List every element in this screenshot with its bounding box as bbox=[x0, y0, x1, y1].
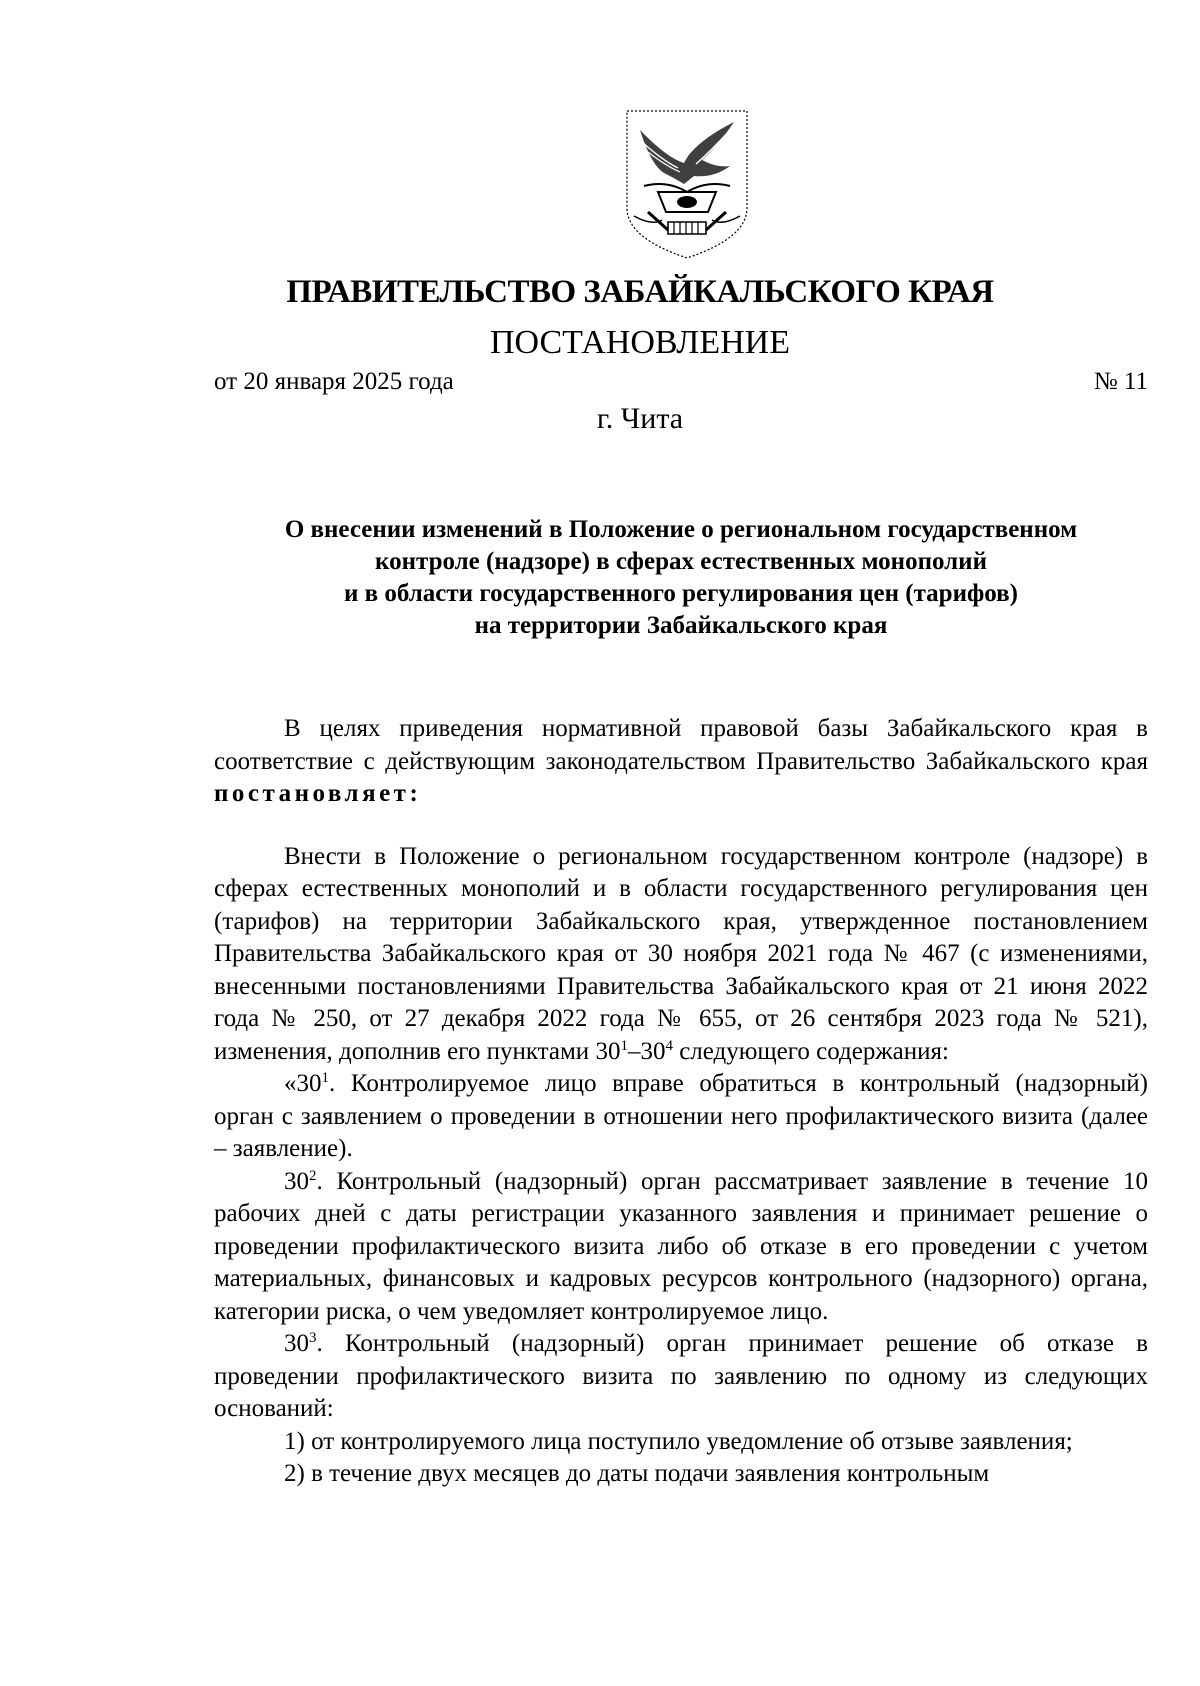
clause-text: . Контрольный (надзорный) орган принимает решение об отказе в проведении профилактического визита по заявлению по одному из следующих оснований: bbox=[214, 1330, 1148, 1422]
main-range-end-sup: 4 bbox=[665, 1037, 673, 1054]
subject-line: О внесении изменений в Положение о региональном государственном bbox=[284, 516, 1078, 543]
list-item-1: 1) от контролируемого лица поступило уведомление об отзыве заявления; bbox=[284, 1427, 1073, 1455]
list-item-2: 2) в течение двух месяцев до даты подачи заявления контрольным bbox=[284, 1460, 990, 1487]
government-name: ПРАВИТЕЛЬСТВО ЗАБАЙКАЛЬСКОГО КРАЯ bbox=[286, 274, 994, 310]
preamble-text: В целях приведения нормативной правовой базы Забайкальского края в соответствие с действующим законодательством Правительство Забайкальского края bbox=[214, 715, 1148, 775]
document-city: г. Чита bbox=[596, 402, 684, 435]
coat-of-arms-emblem bbox=[622, 108, 752, 260]
document-subject bbox=[214, 514, 1148, 642]
clause-number: «30 bbox=[284, 1070, 322, 1097]
clause-30-3 bbox=[214, 1328, 1148, 1426]
main-paragraph bbox=[214, 841, 1148, 1069]
main-range-start-sup: 1 bbox=[620, 1037, 628, 1054]
clause-sup: 2 bbox=[309, 1167, 317, 1184]
document-body bbox=[214, 713, 1148, 1491]
main-text-end: следующего содержания: bbox=[672, 1037, 949, 1065]
clause-sup: 1 bbox=[321, 1070, 329, 1086]
main-range-start: 30 bbox=[595, 1037, 621, 1065]
clause-30-1 bbox=[214, 1068, 1148, 1166]
subject-line: на территории Забайкальского края bbox=[474, 612, 888, 639]
clause-number: 30 bbox=[284, 1330, 309, 1357]
clause-sup: 3 bbox=[309, 1330, 317, 1346]
subject-line: контроле (надзоре) в сферах естественных монополий bbox=[375, 548, 987, 575]
preamble-paragraph bbox=[214, 713, 1148, 811]
document-date: от 20 января 2025 года bbox=[214, 368, 454, 395]
document-type: ПОСТАНОВЛЕНИЕ bbox=[489, 324, 791, 361]
clause-30-2 bbox=[214, 1166, 1148, 1329]
document-number: № 11 bbox=[1093, 368, 1148, 395]
subject-line: и в области государственного регулирования цен (тарифов) bbox=[344, 580, 1018, 607]
clause-number: 30 bbox=[284, 1167, 309, 1195]
clause-text: . Контролируемое лицо вправе обратиться в контрольный (надзорный) орган с заявлением о проведении в отношении него профилактического визита (далее – заявление). bbox=[214, 1070, 1148, 1162]
preamble-decree-word: постановляет: bbox=[214, 780, 422, 807]
main-range-dash: –30 bbox=[627, 1037, 666, 1065]
clause-text: . Контрольный (надзорный) орган рассматривает заявление в течение 10 рабочих дней с даты регистрации указанного заявления и принимает решение о проведении профилактического визита либо об отказе в его проведении с учетом материальных, финансовых и кадровых ресурсов контрольного (надзорного) органа, категории риска, о чем уведомляет контролируемое лицо. bbox=[214, 1167, 1148, 1325]
main-text: Внести в Положение о региональном государственном контроле (надзоре) в сферах естественных монополий и в области государственного регулирования цен (тарифов) на территории Забайкальского края, утвержденное постановлением Правительства Забайкальского края от 30 ноября 2021 года № 467 (с изменениями, внесенными постановлениями Правительства Забайкальского края от 21 июня 2022 года № 250, от 27 декабря 2022 года № 655, от 26 сентября 2023 года № 521), изменения, дополнив его пунктами bbox=[214, 842, 1148, 1065]
